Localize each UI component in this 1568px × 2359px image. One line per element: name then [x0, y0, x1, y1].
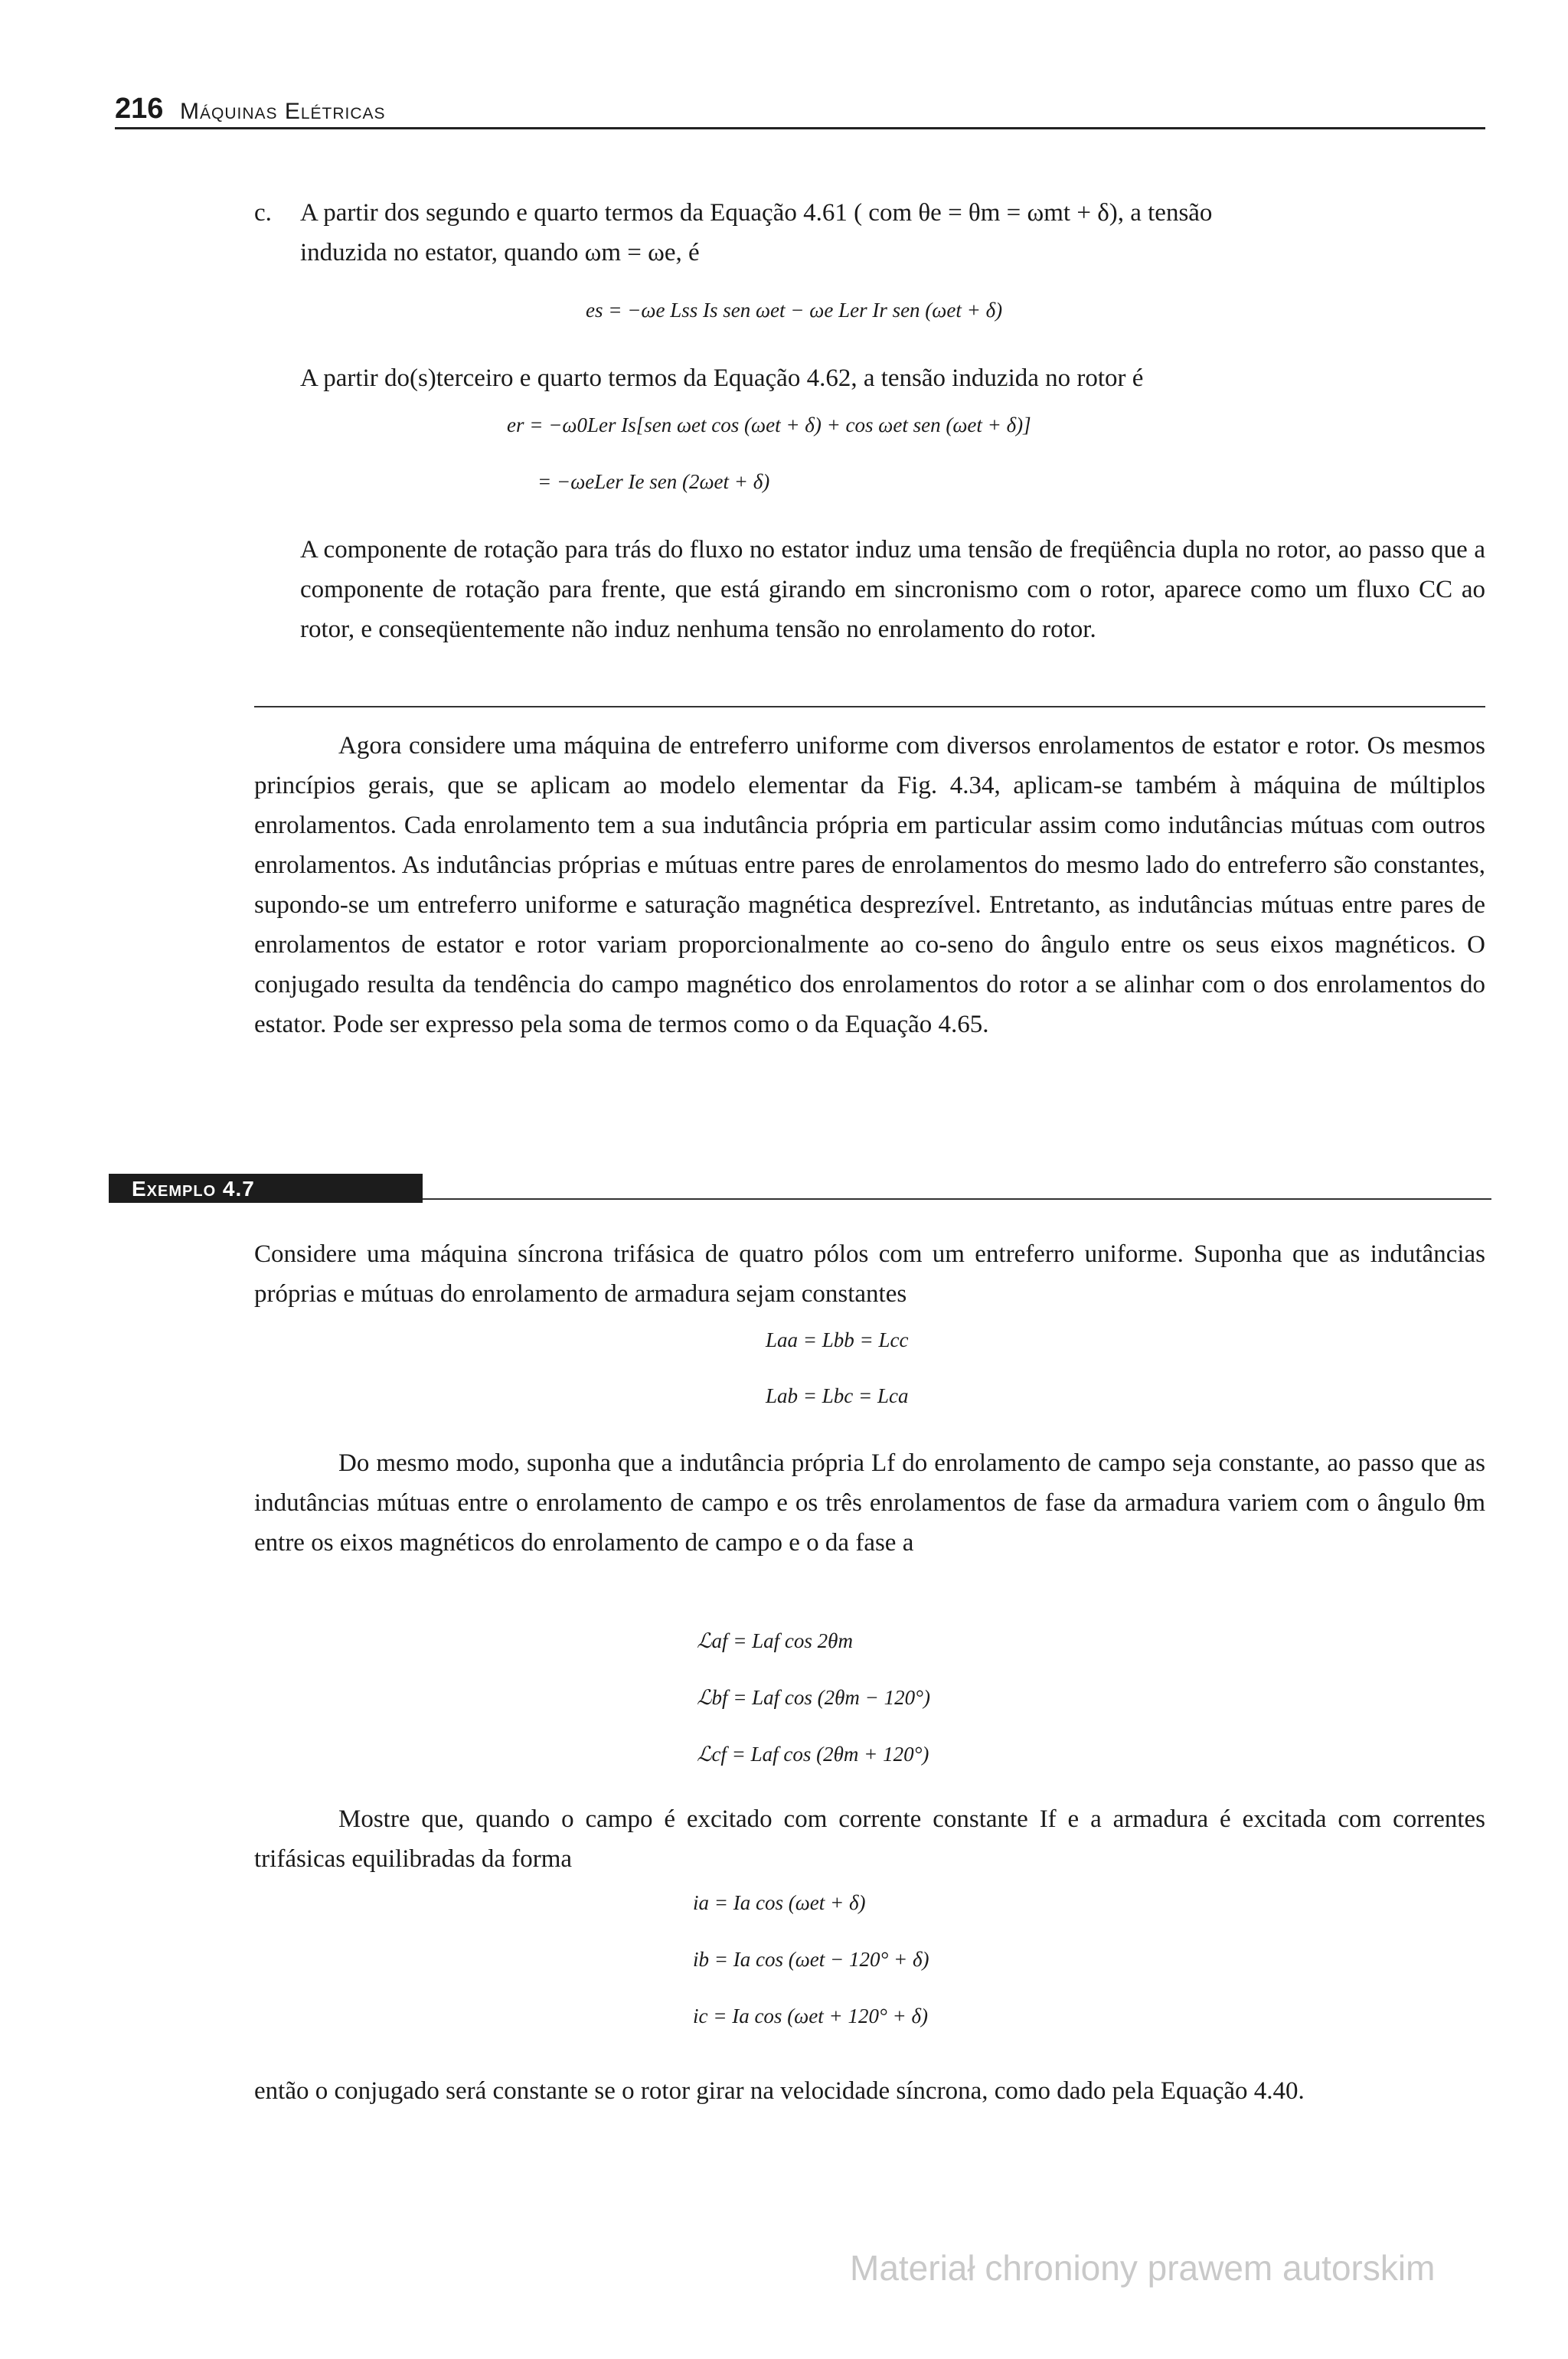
example-paragraph-2: Do mesmo modo, suponha que a indutância própria Lf do enrolamento de campo seja constante, ao passo que as indutâncias mútuas entre o enrolamento de campo e os três enrolamentos de fase da armadura variem com o ângulo θm entre os eixos magnéticos do enrolamento de campo e o da fase a: [254, 1449, 1485, 1557]
equation-l-cf: ℒcf = Laf cos (2θm + 120°): [697, 1743, 929, 1766]
equation-ib: ib = Ia cos (ωet − 120° + δ): [693, 1948, 929, 1971]
equation-mutual-inductances: Lab = Lbc = Lca: [766, 1384, 909, 1407]
equation-ia: ia = Ia cos (ωet + δ): [693, 1891, 866, 1914]
equation-es: es = −ωe Lss Is sen ωet − ωe Ler Ir sen (ωet + δ): [586, 299, 1003, 322]
example-header: [109, 1174, 1491, 1203]
item-c-intro-line1: A partir dos segundo e quarto termos da Equação 4.61 ( com θe = θm = ωmt + δ), a tensão: [300, 199, 1213, 227]
item-c-intro-line2: induzida no estator, quando ωm = ωe, é: [300, 239, 700, 266]
example-header-rule: [423, 1198, 1491, 1200]
equation-er-line2: = −ωeLer Ie sen (2ωet + δ): [537, 470, 770, 493]
copyright-watermark: Materiał chroniony prawem autorskim: [850, 2248, 1436, 2288]
item-c-conclusion: A componente de rotação para trás do fluxo no estator induz uma tensão de freqüência dupla no rotor, ao passo que a componente de rotação para frente, que está girando em sincronismo com o rotor, aparece como um fluxo CC ao rotor, e conseqüentemente não induz nenhuma tensão no enrolamento do rotor.: [300, 536, 1485, 643]
section-divider: [254, 706, 1485, 707]
page-header: [115, 90, 1485, 129]
example-label: Exemplo 4.7: [109, 1174, 423, 1203]
example-paragraph-4: então o conjugado será constante se o rotor girar na velocidade síncrona, como dado pela Equação 4.40.: [254, 2077, 1305, 2105]
rotor-intro: A partir do(s)terceiro e quarto termos da Equação 4.62, a tensão induzida no rotor é: [300, 364, 1144, 392]
equation-l-af: ℒaf = Laf cos 2θm: [697, 1629, 853, 1652]
example-paragraph-3: Mostre que, quando o campo é excitado com corrente constante If e a armadura é excitada com correntes trifásicas equilibradas da forma: [254, 1805, 1485, 1873]
running-title: Máquinas Elétricas: [180, 99, 386, 124]
item-marker: c.: [254, 199, 272, 227]
equation-self-inductances: Laa = Lbb = Lcc: [766, 1328, 909, 1351]
equation-er-line1: er = −ω0Ler Is[sen ωet cos (ωet + δ) + cos ωet sen (ωet + δ)]: [507, 413, 1031, 436]
body-paragraph: Agora considere uma máquina de entreferro uniforme com diversos enrolamentos de estator e rotor. Os mesmos princípios gerais, que se aplicam ao modelo elementar da Fig. 4.34, aplicam-se também à máquina de múltiplos enrolamentos. Cada enrolamento tem a sua indutância própria em particular assim como indutâncias mútuas com outros enrolamentos. As indutâncias próprias e mútuas entre pares de enrolamentos do mesmo lado do entreferro são constantes, supondo-se um entreferro uniforme e saturação magnética desprezível. Entretanto, as indutâncias mútuas entre pares de enrolamentos de estator e rotor variam proporcionalmente ao co-seno do ângulo entre os seus eixos magnéticos. O conjugado resulta da tendência do campo magnético dos enrolamentos do rotor a se alinhar com o dos enrolamentos do estator. Pode ser expresso pela soma de termos como o da Equação 4.65.: [254, 732, 1485, 1038]
example-paragraph-1: Considere uma máquina síncrona trifásica de quatro pólos com um entreferro uniforme. Suponha que as indutâncias próprias e mútuas do enrolamento de armadura sejam constantes: [254, 1240, 1485, 1308]
equation-ic: ic = Ia cos (ωet + 120° + δ): [693, 2004, 929, 2027]
page-number: 216: [115, 93, 164, 125]
equation-l-bf: ℒbf = Laf cos (2θm − 120°): [697, 1686, 930, 1709]
item-c-block: [254, 193, 1485, 300]
